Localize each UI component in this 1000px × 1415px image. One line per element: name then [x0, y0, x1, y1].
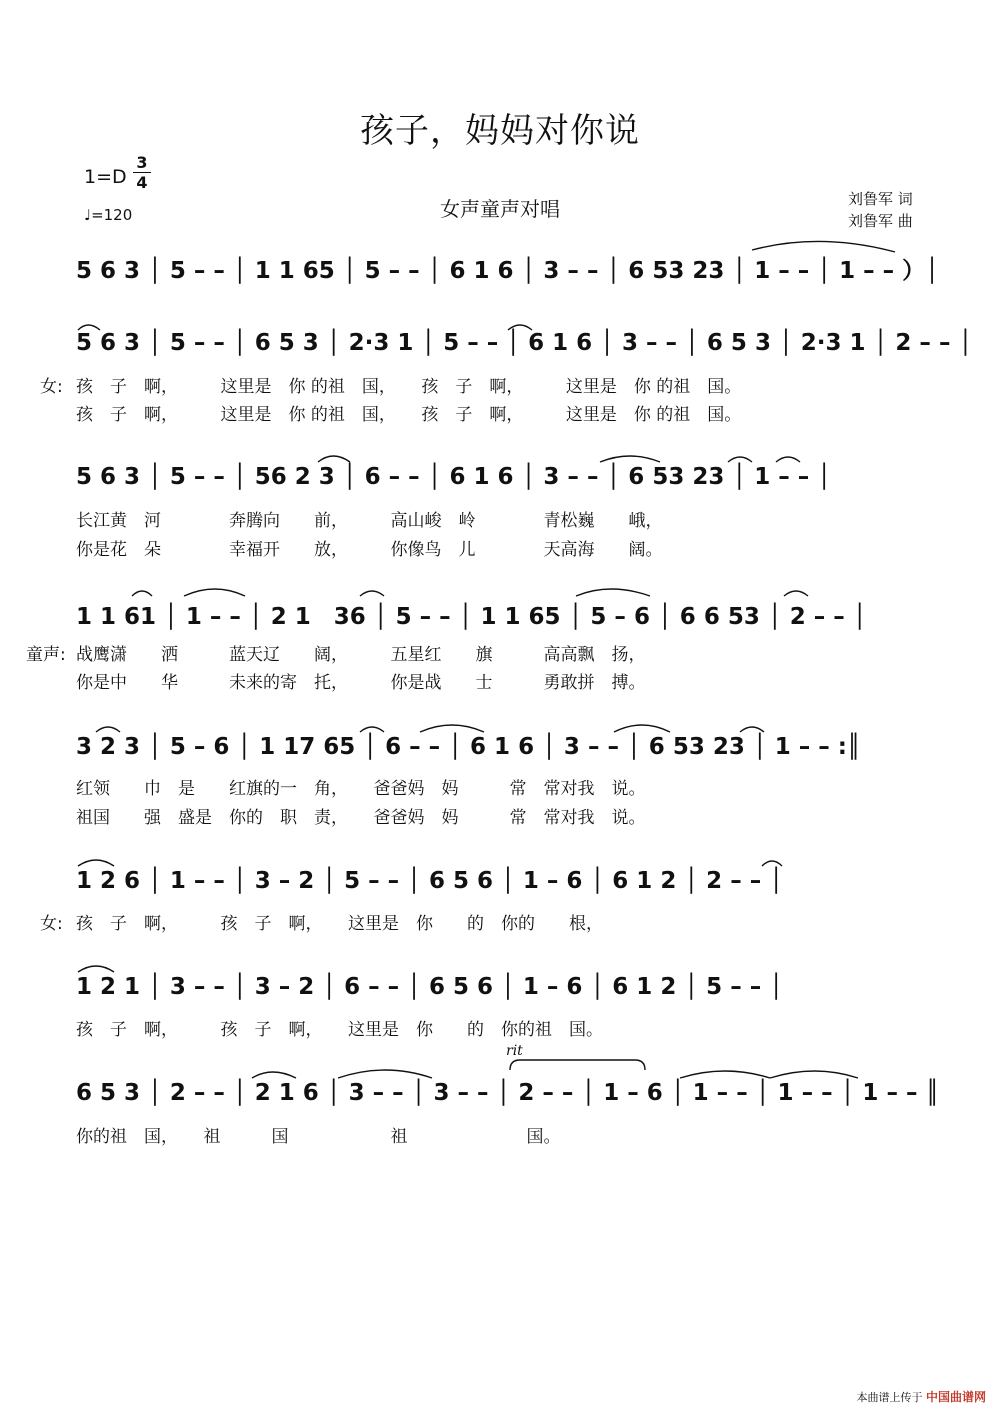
lyric-line-3b: 你是花 朵 幸福开 放， 你像鸟 儿 天高海 阔。	[76, 540, 663, 560]
notation-row-3: 5 6 3 │ 5 – – │ 56 2 3 │ 6 – – │ 6 1 6 │ 3 – – │ 6 53 23 │ 1 – – │	[76, 464, 832, 490]
lyric-line-4b: 你是中 华 未来的寄 托， 你是战 士 勇敢拼 搏。	[76, 673, 646, 693]
lyric-line-2b: 孩 子 啊， 这里是 你 的祖 国， 孩 子 啊， 这里是 你 的祖 国。	[76, 405, 742, 425]
notation-row-4: 1 1 61 │ 1 – – │ 2 1 36 │ 5 – – │ 1 1 65 │ 5 – 6 │ 6 6 53 │ 2 – – │	[76, 604, 867, 630]
slur	[776, 457, 800, 462]
slur	[762, 861, 782, 866]
slur	[78, 966, 114, 972]
notation-row-6: 1 2 6 │ 1 – – │ 3 – 2 │ 5 – – │ 6 5 6 │ 1 – 6 │ 6 1 2 │ 2 – – │	[76, 868, 784, 894]
slur	[752, 241, 895, 252]
voice-label-child: 童声:	[26, 645, 66, 665]
lyric-line-3a: 长江黄 河 奔腾向 前， 高山峻 岭 青松巍 峨，	[76, 511, 663, 531]
slur	[360, 591, 384, 596]
notation-row-1: 5 6 3 │ 5 – – │ 1 1 65 │ 5 – – │ 6 1 6 │ 3 – – │ 6 53 23 │ 1 – – │ 1 – – ）│	[76, 258, 939, 284]
slur	[338, 1070, 432, 1078]
meter-bottom: 4	[136, 173, 148, 192]
voice-label-female: 女:	[40, 377, 63, 397]
slur	[252, 1072, 296, 1078]
notation-row-8: 6 5 3 │ 2 – – │ 2 1 6 │ 3 – – │ 3 – – │ 2 – – │ 1 – 6 │ 1 – – │ 1 – – │ 1 – – ║	[76, 1080, 940, 1106]
footer-credit	[856, 1388, 986, 1405]
composer-credit: 刘鲁军 曲	[848, 212, 913, 230]
slur	[740, 727, 764, 732]
voice-label-female-2: 女:	[40, 914, 63, 934]
notation-row-5: 3 2 3 │ 5 – 6 │ 1 17 65 │ 6 – – │ 6 1 6 │ 3 – – │ 6 53 23 │ 1 – – :║	[76, 734, 861, 760]
slur	[508, 325, 532, 330]
slur	[184, 589, 245, 596]
tempo-marking: ♩=120	[84, 206, 133, 224]
slur	[318, 456, 350, 462]
footer-text: 本曲谱上传于	[856, 1391, 923, 1404]
ritardando-marking: rit	[506, 1043, 523, 1059]
lyricist-credit: 刘鲁军 词	[848, 190, 913, 208]
slur	[420, 725, 484, 732]
lyric-line-4a: 战鹰潇 洒 蓝天辽 阔， 五星红 旗 高高飘 扬，	[76, 645, 646, 665]
slur	[728, 457, 752, 462]
slur	[96, 727, 120, 732]
slur	[784, 591, 808, 596]
lyric-line-7a: 孩 子 啊， 孩 子 啊， 这里是 你 的 你的祖 国。	[76, 1020, 603, 1040]
slur	[576, 589, 650, 596]
notation-row-7: 1 2 1 │ 3 – – │ 3 – 2 │ 6 – – │ 6 5 6 │ 1 – 6 │ 6 1 2 │ 5 – – │	[76, 974, 784, 1000]
lyric-line-2a: 孩 子 啊， 这里是 你 的祖 国， 孩 子 啊， 这里是 你 的祖 国。	[76, 377, 742, 397]
slur	[132, 591, 152, 596]
notation-row-2: 5 6 3 │ 5 – – │ 6 5 3 │ 2·3 1 │ 5 – – │ 6 1 6 │ 3 – – │ 6 5 3 │ 2·3 1 │ 2 – – │	[76, 330, 973, 356]
slur	[78, 860, 114, 866]
lyric-line-5a: 红领 巾 是 红旗的一 角， 爸爸妈 妈 常 常对我 说。	[76, 779, 646, 799]
slur	[600, 456, 660, 462]
key-signature: 1=D	[84, 166, 127, 188]
slur	[614, 725, 670, 732]
lyric-line-6a: 孩 子 啊， 孩 子 啊， 这里是 你 的 你的 根，	[76, 914, 603, 934]
lyric-line-8a: 你的祖 国， 祖 国 祖 国。	[76, 1127, 561, 1147]
slur	[770, 1071, 858, 1078]
lyric-line-5b: 祖国 强 盛是 你的 职 责， 爸爸妈 妈 常 常对我 说。	[76, 808, 646, 828]
site-logo[interactable]: 中国曲谱网	[925, 1390, 986, 1404]
slur	[360, 727, 384, 732]
subtitle: 女声童声对唱	[440, 197, 560, 221]
slur	[680, 1071, 770, 1078]
meter-top: 3	[136, 153, 148, 172]
slur	[510, 1060, 645, 1070]
slur	[78, 325, 100, 330]
page-title: 孩子，妈妈对你说	[360, 111, 640, 151]
